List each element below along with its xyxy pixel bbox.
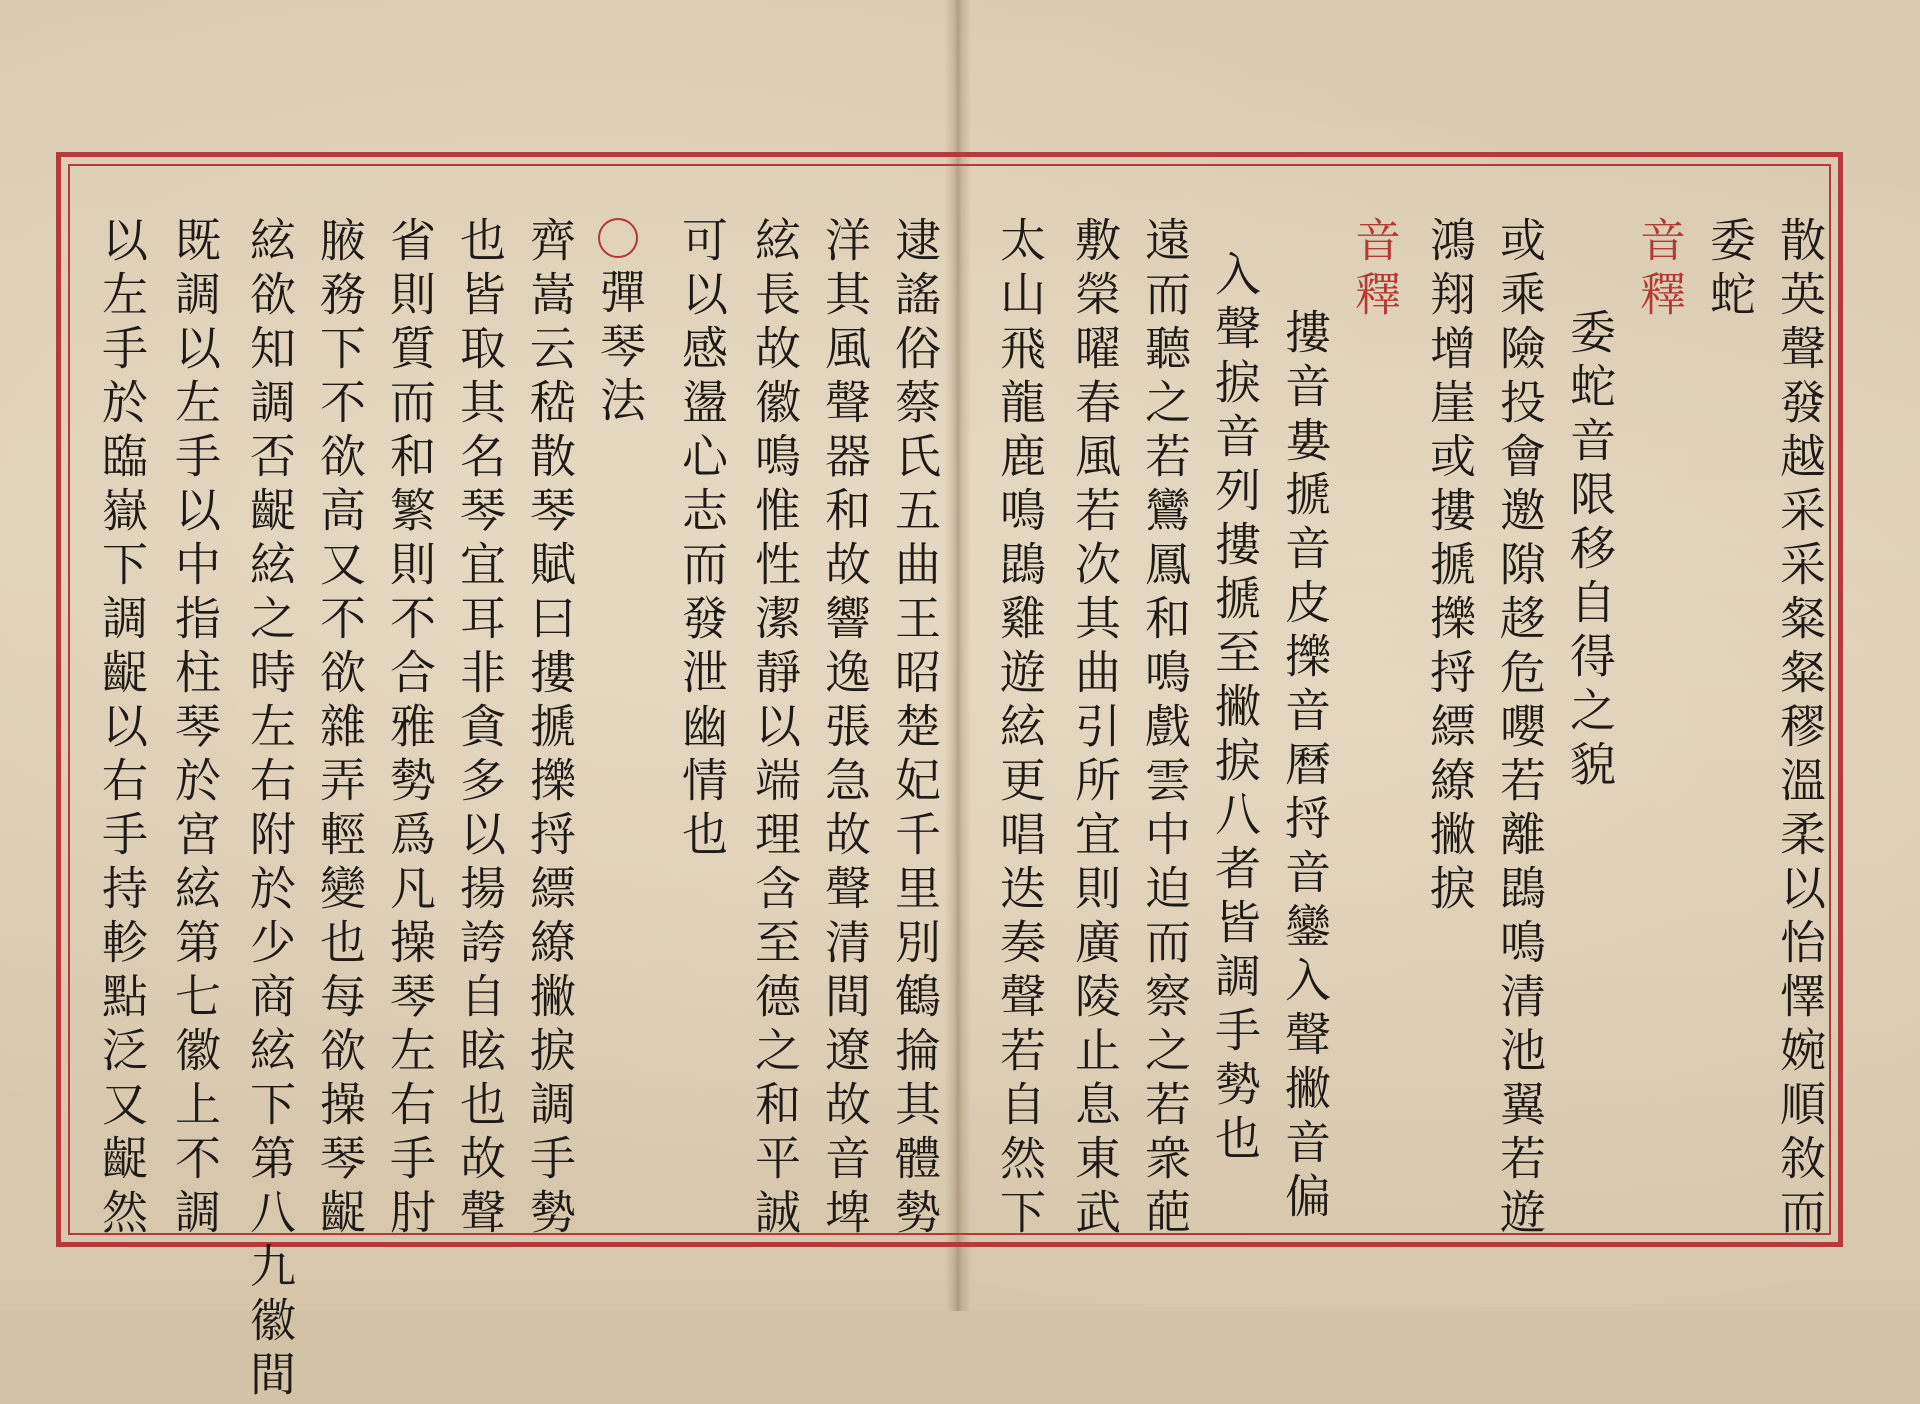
- text-column: 委蛇: [1703, 216, 1757, 324]
- text-column: 洋其風聲器和故響逸張急故聲清間遼故音埤: [818, 216, 872, 1242]
- text-column: 散英聲發越采采粲粲穋溫柔以怡懌婉順敘而: [1773, 216, 1827, 1242]
- annotation-column: 委蛇音限移自得之貌: [1563, 308, 1617, 794]
- text-column: 可以感盪心志而發泄幽情也: [675, 216, 729, 864]
- text-column: 齊嵩云嵇散琴賦曰摟搋擽捋縹繚撇捩調手勢: [523, 216, 577, 1242]
- section-heading: 彈琴法: [593, 268, 647, 430]
- annotation-heading: 音釋: [1348, 216, 1402, 324]
- annotation-column: 摟音婁搋音皮擽音曆捋音鑾入聲撇音偏: [1278, 308, 1332, 1226]
- section-circle-mark: [598, 218, 638, 258]
- annotation-heading: 音釋: [1633, 216, 1687, 324]
- text-column: 逮謠俗蔡氏五曲王昭楚妃千里別鶴掄其體勢: [888, 216, 942, 1242]
- text-column: 以左手於臨嶽下調齪以右手持軫點泛又齪然: [95, 216, 149, 1242]
- text-column: 既調以左手以中指柱琴於宮絃第七徽上不調: [168, 216, 222, 1242]
- text-column: 遠而聽之若鸞鳳和鳴戲雲中迫而察之若衆葩: [1138, 216, 1192, 1242]
- text-column: 太山飛龍鹿鳴鵾雞遊絃更唱迭奏聲若自然下: [993, 216, 1047, 1242]
- text-column: 腋務下不欲高又不欲雜弄輕變也每欲操琴齪: [313, 216, 367, 1242]
- text-column: 也皆取其名琴宜耳非貪多以揚誇自眩也故聲: [453, 216, 507, 1242]
- text-column: 絃欲知調否齪絃之時左右附於少商絃下第八九徽間: [243, 216, 297, 1404]
- text-column: 或乘險投會邀隙趍危嚶若離鵾鳴清池翼若遊: [1493, 216, 1547, 1242]
- text-column: 省則質而和繁則不合雅勢爲凡操琴左右手肘: [383, 216, 437, 1242]
- text-column: 鴻翔增崖或摟搋擽捋縹繚撇捩: [1423, 216, 1477, 918]
- annotation-column: 入聲捩音列摟搋至撇捩八者皆調手勢也: [1208, 250, 1262, 1168]
- text-column: 敷榮曜春風若次其曲引所宜則廣陵止息東武: [1068, 216, 1122, 1242]
- text-column: 絃長故徽鳴惟性潔靜以端理含至德之和平誠: [748, 216, 802, 1242]
